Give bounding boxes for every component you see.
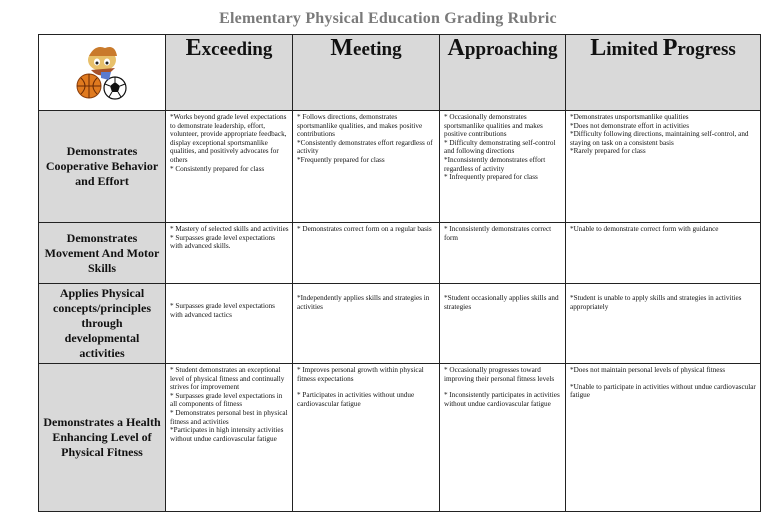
criteria-cell <box>566 111 761 223</box>
header-rest: pproaching <box>464 39 558 60</box>
header-approaching <box>440 35 566 111</box>
criteria-text: * Surpasses grade level expectations with advanced skills. <box>170 233 275 251</box>
header-rest: eeting <box>353 39 402 60</box>
criteria-text: * Surpasses grade level expectations with advanced tactics <box>170 302 275 319</box>
criteria-text: *Frequently prepared for class <box>297 155 385 164</box>
criteria-text: * Demonstrates correct form on a regular basis <box>297 225 432 233</box>
criteria-text: *Does not maintain personal levels of physical fitness <box>570 366 726 374</box>
sports-balls-mascot-icon <box>71 42 133 104</box>
criteria-text: * Occasionally demonstrates sportsmanlike qualities and makes positive contributions <box>444 113 543 139</box>
criteria-cell <box>440 284 566 364</box>
criteria-text: * Follows directions, demonstrates sportsmanlike qualities, and makes positive contributions <box>297 113 423 139</box>
table-row <box>39 284 761 364</box>
criteria-text: *Student occasionally applies skills and strategies <box>444 294 559 311</box>
row-label: Demonstrates Cooperative Behavior and Effort <box>39 111 166 223</box>
criteria-cell <box>566 364 761 512</box>
criteria-text: * Occasionally progresses toward improving their personal fitness levels <box>444 366 555 383</box>
criteria-cell <box>440 111 566 223</box>
criteria-text: * Student demonstrates an exceptional level of physical fitness and continually strives for improvement <box>170 366 285 392</box>
criteria-cell <box>293 364 440 512</box>
row-label: Demonstrates Movement And Motor Skills <box>39 223 166 284</box>
criteria-text: * Infrequently prepared for class <box>444 173 538 182</box>
table-row <box>39 111 761 223</box>
criteria-text: *Unable to participate in activities without undue cardiovascular fatigue <box>570 382 756 400</box>
criteria-text: *Does not demonstrate effort in activities <box>570 121 690 130</box>
header-rest-2: rogress <box>677 39 736 60</box>
criteria-text: *Participates in high intensity activities without undue cardiovascular fatigue <box>170 426 284 443</box>
header-exceeding <box>166 35 293 111</box>
criteria-text: *Inconsistently demonstrates effort regardless of activity <box>444 155 546 173</box>
criteria-text: * Improves personal growth within physical fitness expectations <box>297 366 424 383</box>
header-rest: imited <box>606 39 663 60</box>
criteria-text: * Inconsistently participates in activities without undue cardiovascular fatigue <box>444 391 560 408</box>
page-title: Elementary Physical Education Grading Rubric <box>219 10 557 27</box>
header-initial: A <box>447 35 465 61</box>
header-initial: E <box>185 35 202 61</box>
table-row <box>39 364 761 512</box>
criteria-text: *Consistently demonstrates effort regardless of activity <box>297 138 433 156</box>
criteria-cell <box>293 111 440 223</box>
header-initial: M <box>330 35 354 61</box>
logo-cell <box>39 35 166 111</box>
row-label: Applies Physical concepts/principles through developmental activities <box>39 284 166 364</box>
criteria-text: * Surpasses grade level expectations in all components of fitness <box>170 391 283 409</box>
table-row <box>39 223 761 284</box>
criteria-text: *Student is unable to apply skills and strategies in activities appropriately <box>570 294 742 311</box>
criteria-cell <box>566 284 761 364</box>
criteria-cell <box>440 364 566 512</box>
criteria-text: *Works beyond grade level expectations to demonstrate leadership, effort, volunteer, provide appropriate feedback, display exceptional sportsmanlike qualities, and positively advocates for others <box>170 113 287 164</box>
header-initial: L <box>590 35 607 61</box>
header-limited-progress <box>566 35 761 111</box>
criteria-cell <box>293 223 440 284</box>
header-initial-2: P <box>662 35 678 61</box>
criteria-text: *Unable to demonstrate correct form with guidance <box>570 225 719 233</box>
criteria-text: * Demonstrates personal best in physical fitness and activities <box>170 408 288 426</box>
criteria-cell <box>166 223 293 284</box>
criteria-cell <box>440 223 566 284</box>
header-rest: xceeding <box>201 39 273 60</box>
criteria-text: * Participates in activities without undue cardiovascular fatigue <box>297 391 415 408</box>
criteria-cell <box>566 223 761 284</box>
header-row <box>39 35 761 111</box>
criteria-text: * Inconsistently demonstrates correct form <box>444 225 552 242</box>
criteria-cell <box>166 364 293 512</box>
criteria-text: * Consistently prepared for class <box>170 164 265 173</box>
criteria-text: *Independently applies skills and strategies in activities <box>297 294 430 311</box>
criteria-text: *Rarely prepared for class <box>570 147 646 156</box>
criteria-text: *Difficulty following directions, maintaining self-control, and staying on task on a consistent basis <box>570 130 749 147</box>
header-meeting <box>293 35 440 111</box>
criteria-text: * Mastery of selected skills and activities <box>170 225 289 233</box>
criteria-text: *Demonstrates unsportsmanlike qualities <box>570 113 689 121</box>
criteria-cell <box>166 284 293 364</box>
criteria-cell <box>166 111 293 223</box>
criteria-text: * Difficulty demonstrating self-control and following directions <box>444 138 556 156</box>
criteria-cell <box>293 284 440 364</box>
rubric-table <box>38 34 761 512</box>
row-label: Demonstrates a Health Enhancing Level of Physical Fitness <box>39 364 166 512</box>
